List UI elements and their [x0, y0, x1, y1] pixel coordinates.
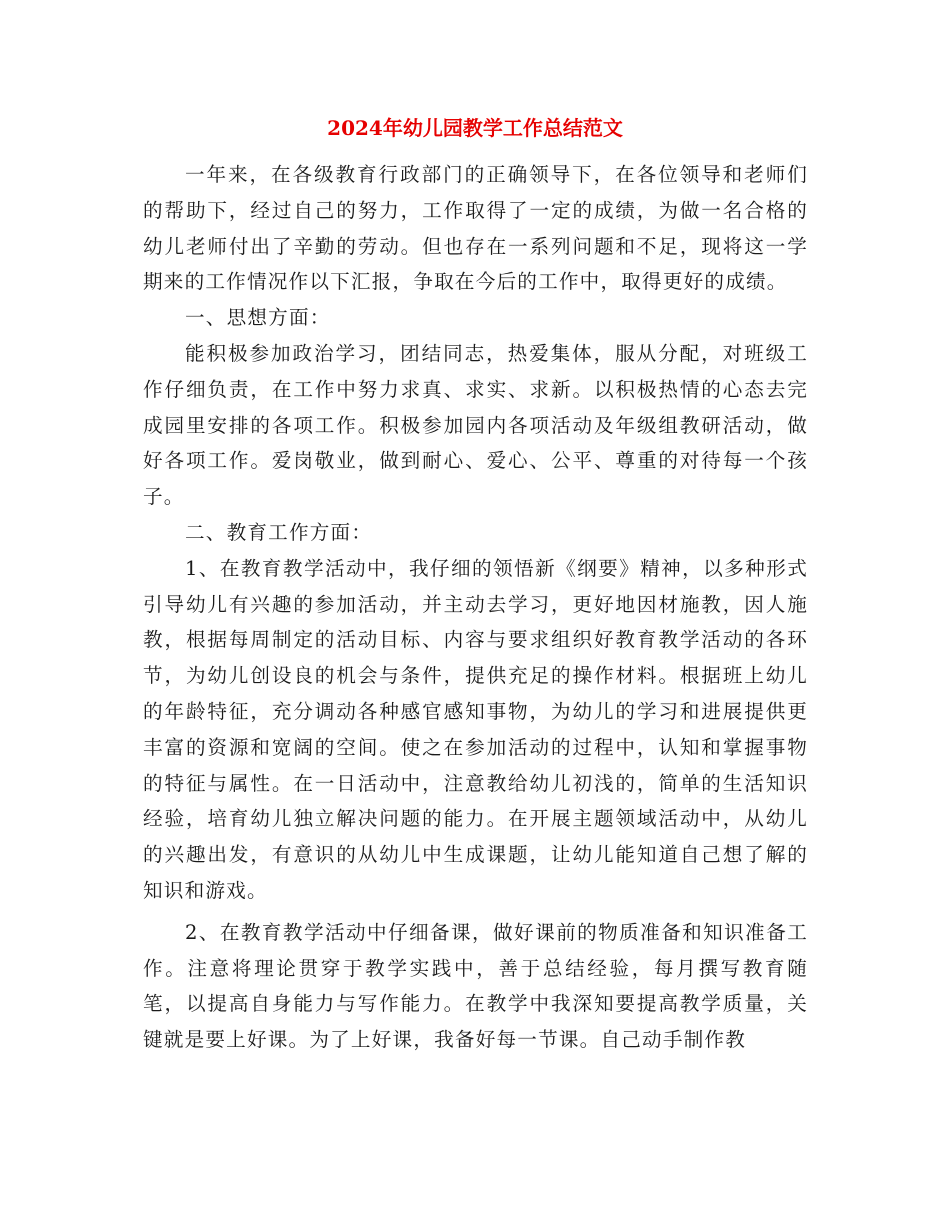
paragraph-item-2: 2、在教育教学活动中仔细备课，做好课前的物质准备和知识准备工作。注意将理论贯穿于教学实践中，善于总结经验，每月撰写教育随笔，以提高自身能力与写作能力。在教学中我深知要提高教学质量，关键就是要上好课。为了上好课，我备好每一节课。自己动手制作教 [143, 920, 808, 1052]
paragraph-ideology: 能积极参加政治学习，团结同志，热爱集体，服从分配，对班级工作仔细负责，在工作中努力求真、求实、求新。以积极热情的心态去完成园里安排的各项工作。积极参加园内各项活动及年级组教研活动，做好各项工作。爱岗敬业，做到耐心、爱心、公平、尊重的对待每一个孩子。 [143, 341, 808, 509]
document-body [143, 157, 808, 1058]
document-title: 2024年幼儿园教学工作总结范文 [327, 116, 623, 140]
heading-education-work: 二、教育工作方面： [185, 520, 373, 544]
paragraph-item-1: 1、在教育教学活动中，我仔细的领悟新《纲要》精神，以多种形式引导幼儿有兴趣的参加活动，并主动去学习，更好地因材施教，因人施教，根据每周制定的活动目标、内容与要求组织好教育教学活动的各环节，为幼儿创设良的机会与条件，提供充足的操作材料。根据班上幼儿的年龄特征，充分调动各种感官感知事物，为幼儿的学习和进展提供更丰富的资源和宽阔的空间。使之在参加活动的过程中，认知和掌握事物的特征与属性。在一日活动中，注意教给幼儿初浅的，简单的生活知识经验，培育幼儿独立解决问题的能力。在开展主题领域活动中，从幼儿的兴趣出发，有意识的从幼儿中生成课题，让幼儿能知道自己想了解的知识和游戏。 [143, 556, 808, 902]
paragraph-intro: 一年来，在各级教育行政部门的正确领导下，在各位领导和老师们的帮助下，经过自己的努力，工作取得了一定的成绩，为做一名合格的幼儿老师付出了辛勤的劳动。但也存在一系列问题和不足，现将这一学期来的工作情况作以下汇报，争取在今后的工作中，取得更好的成绩。 [143, 163, 808, 294]
heading-ideology: 一、思想方面： [185, 306, 331, 330]
